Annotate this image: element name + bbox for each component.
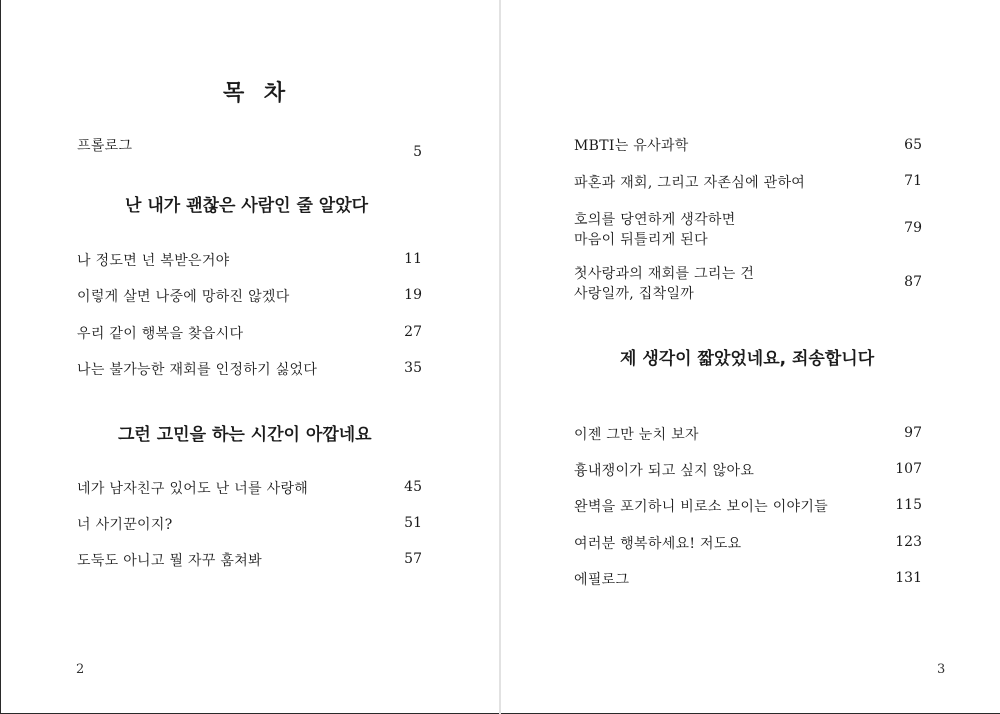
toc-entry-title-line2: 마음이 뒤틀리게 된다 [574, 232, 708, 248]
toc-entry-prologue [77, 136, 132, 156]
toc-entry [574, 534, 742, 554]
toc-entry-page: 45 [404, 479, 422, 495]
toc-entry-page: 123 [895, 534, 922, 550]
toc-entry-title: 여러분 행복하세요! 저도요 [574, 536, 742, 552]
toc-entry-title: 너 사기꾼이지? [77, 517, 173, 533]
toc-entry-page: 27 [404, 324, 422, 340]
toc-entry [574, 173, 805, 193]
toc-entry [77, 515, 173, 535]
toc-entry-title: 이젠 그만 눈치 보자 [574, 427, 699, 443]
toc-entry-title: 나는 불가능한 재회를 인정하기 싫었다 [77, 362, 318, 378]
toc-entry-page: 87 [904, 274, 922, 290]
toc-entry-page: 79 [904, 220, 922, 236]
toc-entry-title-line2: 사랑일까, 집착일까 [574, 286, 695, 302]
toc-entry-title: 나 정도면 넌 복받은거야 [77, 253, 230, 269]
toc-entry [77, 324, 243, 344]
toc-entry-page: 35 [404, 360, 422, 376]
toc-entry-page: 107 [895, 461, 922, 477]
toc-entry-title: 프롤로그 [77, 138, 133, 154]
toc-entry-title: 에필로그 [574, 572, 630, 588]
toc-entry-page: 57 [404, 551, 422, 567]
toc-entry-page: 115 [895, 497, 922, 513]
section-title: 그런 고민을 하는 시간이 아깝네요 [118, 425, 372, 445]
page-number-left: 2 [76, 662, 85, 677]
toc-title: 목 차 [223, 81, 292, 106]
toc-entry [77, 479, 308, 499]
toc-entry [574, 136, 689, 156]
toc-entry-title: 완벽을 포기하니 비로소 보이는 이야기들 [574, 499, 829, 515]
toc-entry-title: 네가 남자친구 있어도 난 너를 사랑해 [77, 481, 309, 497]
toc-entry-title: 우리 같이 행복을 찾읍시다 [77, 326, 244, 342]
toc-entry [574, 210, 736, 250]
toc-entry [574, 461, 754, 481]
toc-entry-page: 19 [404, 287, 422, 303]
toc-entry-page: 51 [404, 515, 422, 531]
toc-entry-page: 131 [895, 570, 922, 586]
toc-entry-title: 파혼과 재회, 그리고 자존심에 관하여 [574, 175, 806, 191]
toc-entry-title: 도둑도 아니고 뭘 자꾸 훔쳐봐 [77, 553, 262, 569]
toc-entry-title-line1: 첫사랑과의 재회를 그리는 건 [574, 266, 755, 282]
toc-entry-title: MBTI는 유사과학 [574, 138, 689, 154]
toc-entry-title: 흉내쟁이가 되고 싶지 않아요 [574, 463, 755, 479]
toc-entry-page: 97 [904, 425, 922, 441]
toc-entry-page: 5 [413, 144, 422, 160]
toc-entry-title: 이렇게 살면 나중에 망하진 않겠다 [77, 289, 290, 305]
page-number-right: 3 [937, 662, 946, 677]
toc-entry [574, 497, 828, 517]
toc-entry [77, 251, 230, 271]
toc-entry [77, 360, 317, 380]
toc-entry-page: 11 [404, 251, 422, 267]
toc-entry-page: 65 [904, 137, 922, 153]
page-fold [499, 0, 501, 714]
toc-entry [77, 551, 262, 571]
section-title: 난 내가 괜찮은 사람인 줄 알았다 [125, 196, 369, 216]
toc-entry-title-line1: 호의를 당연하게 생각하면 [574, 212, 736, 228]
toc-entry-epilogue [574, 570, 629, 590]
toc-entry [574, 264, 754, 304]
toc-entry [574, 425, 699, 445]
section-title: 제 생각이 짧았었네요, 죄송합니다 [620, 349, 875, 369]
toc-entry-page: 71 [904, 173, 922, 189]
toc-entry [77, 287, 290, 307]
